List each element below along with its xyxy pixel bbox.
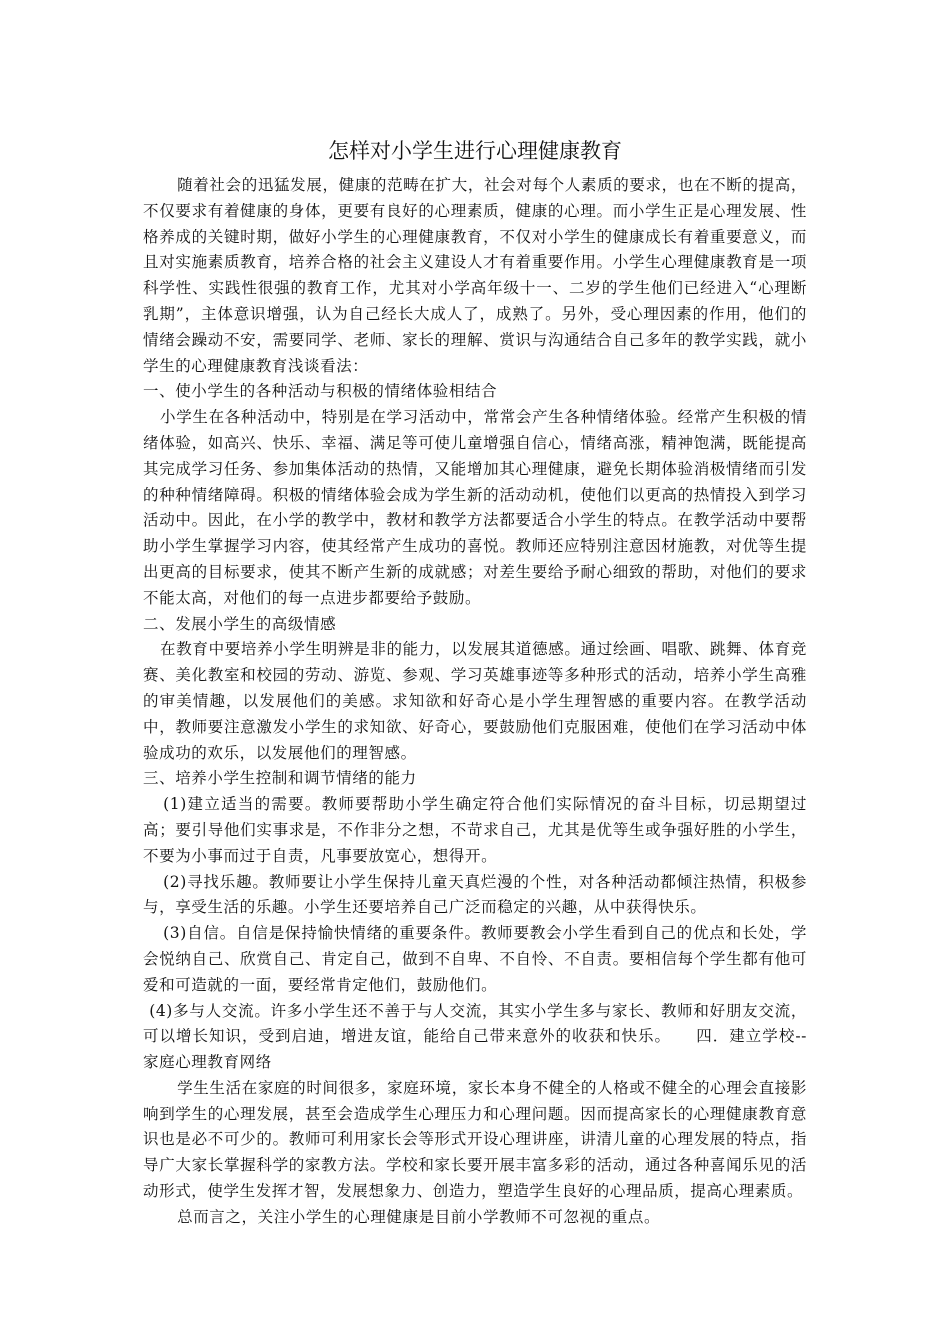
conclusion-paragraph: 总而言之，关注小学生的心理健康是目前小学教师不可忽视的重点。 [177, 1207, 661, 1226]
section-3-item-1: (1)建立适当的需要。教师要帮助小学生确定符合他们实际情况的奋斗目标，切忌期望过高；要引导他们实事求是，不作非分之想，不苛求自己，尤其是优等生或争强好胜的小学生，不要为小事而过于自责，凡事要放宽心，想得开。 [143, 795, 807, 865]
section-3-item-3: (3)自信。自信是保持愉快情绪的重要条件。教师要教会小学生看到自己的优点和长处，学会悦纳自己、欣赏自己、肯定自己，做到不自卑、不自怜、不自责。要相信每个学生都有他可爱和可造就的一面，要经常肯定他们，鼓励他们。 [143, 924, 807, 994]
document-title: 怎样对小学生进行心理健康教育 [328, 139, 622, 163]
section-2-heading: 二、发展小学生的高级情感 [143, 614, 337, 633]
section-1-paragraph: 小学生在各种活动中，特别是在学习活动中，常常会产生各种情绪体验。经常产生积极的情绪体验，如高兴、快乐、幸福、满足等可使儿童增强自信心，情绪高涨，精神饱满，既能提高其完成学习任务、参加集体活动的热情，又能增加其心理健康，避免长期体验消极情绪而引发的种种情绪障碍。积极的情绪体验会成为学生新的活动动机，使他们以更高的热情投入到学习活动中。因此，在小学的教学中，教材和教学方法都要适合小学生的特点。在教学活动中要帮助小学生掌握学习内容，使其经常产生成功的喜悦。教师还应特别注意因材施教，对优等生提出更高的目标要求，使其不断产生新的成就感；对差生要给予耐心细致的帮助，对他们的要求不能太高，对他们的每一点进步都要给予鼓励。 [143, 408, 807, 607]
section-1-heading: 一、使小学生的各种活动与积极的情绪体验相结合 [143, 382, 498, 401]
section-4-paragraph: 学生生活在家庭的时间很多，家庭环境，家长本身不健全的人格或不健全的心理会直接影响到学生的心理发展，甚至会造成学生心理压力和心理问题。因而提高家长的心理健康教育意识也是必不可少的。教师可利用家长会等形式开设心理讲座，讲清儿童的心理发展的特点，指导广大家长掌握科学的家教方法。学校和家长要开展丰富多彩的活动，通过各种喜闻乐见的活动形式，使学生发挥才智，发展想象力、创造力，塑造学生良好的心理品质，提高心理素质。 [143, 1078, 807, 1201]
section-2-paragraph: 在教育中要培养小学生明辨是非的能力，以发展其道德感。通过绘画、唱歌、跳舞、体育竞赛、美化教室和校园的劳动、游览、参观、学习英雄事迹等多种形式的活动，培养小学生高雅的审美情趣，以发展他们的美感。求知欲和好奇心是小学生理智感的重要内容。在教学活动中，教师要注意激发小学生的求知欲、好奇心，要鼓励他们克服困难，使他们在学习活动中体验成功的欢乐，以发展他们的理智感。 [143, 640, 807, 762]
section-3-item-4: (4)多与人交流。许多小学生还不善于与人交流，其实小学生多与家长、教师和好朋友交流，可以增长知识，受到启迪，增进友谊，能给自己带来意外的收获和快乐。 四．建立学校--家庭心理教育网络 [143, 1001, 807, 1072]
document-body [143, 173, 807, 1231]
intro-paragraph: 随着社会的迅猛发展，健康的范畴在扩大，社会对每个人素质的要求，也在不断的提高，不仅要求有着健康的身体，更要有良好的心理素质，健康的心理。而小学生正是心理发展、性格养成的关键时期，做好小学生的心理健康教育，不仅对小学生的健康成长有着重要意义，而且对实施素质教育，培养合格的社会主义建设人才有着重要作用。小学生心理健康教育是一项科学性、实践性很强的教育工作，尤其对小学高年级十一、二岁的学生他们已经进入“心理断乳期”，主体意识增强，认为自己经长大成人了，成熟了。另外，受心理因素的作用，他们的情绪会躁动不安，需要同学、老师、家长的理解、赏识与沟通结合自己多年的教学实践，就小学生的心理健康教育浅谈看法： [143, 176, 807, 375]
section-3-heading: 三、培养小学生控制和调节情绪的能力 [143, 769, 417, 788]
section-3-item-2: (2)寻找乐趣。教师要让小学生保持儿童天真烂漫的个性，对各种活动都倾注热情，积极参与，享受生活的乐趣。小学生还要培养自己广泛而稳定的兴趣，从中获得快乐。 [143, 872, 807, 917]
